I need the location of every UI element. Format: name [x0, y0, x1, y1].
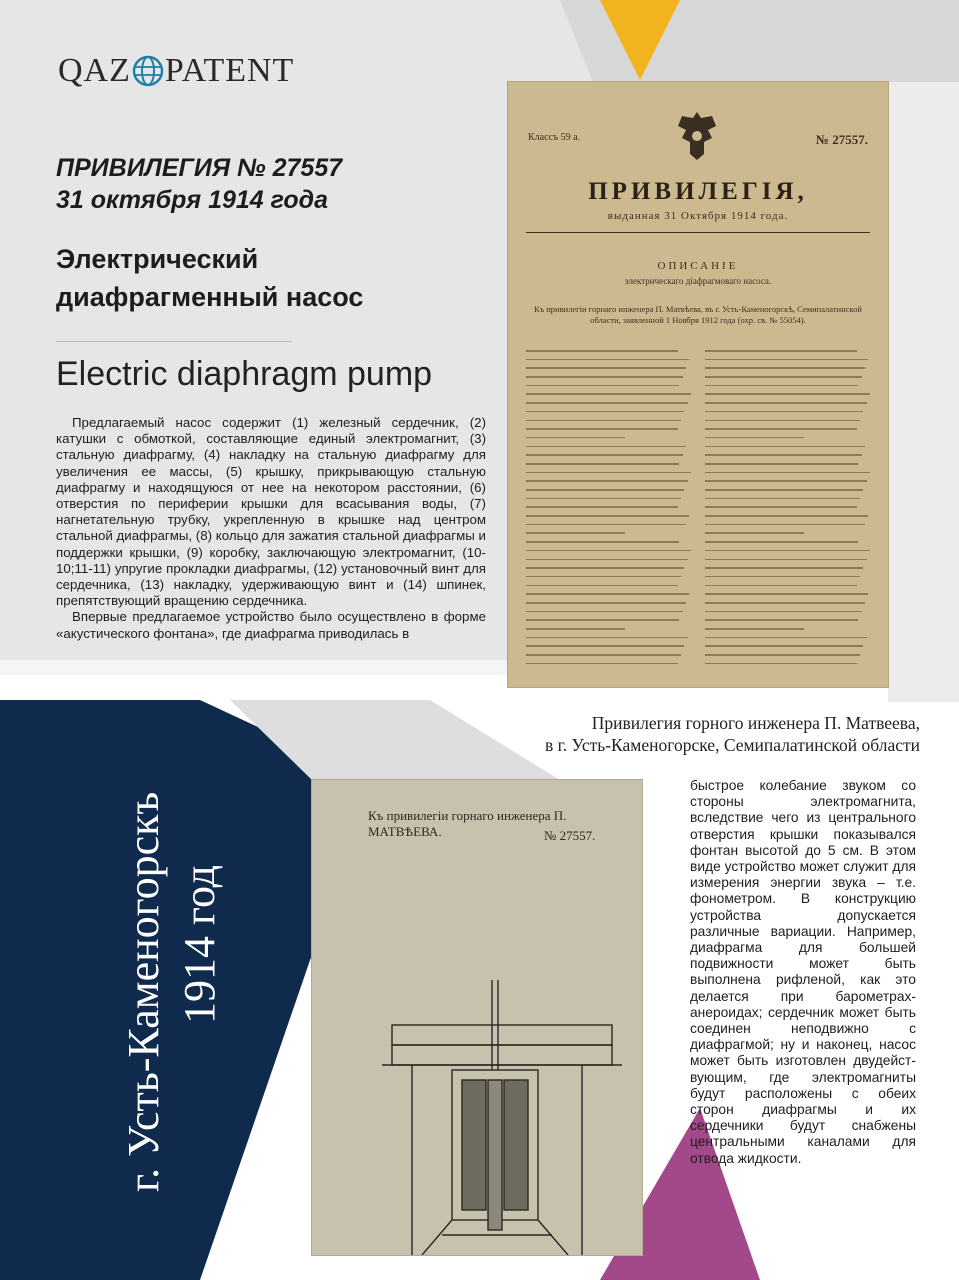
scan-class-label: Классъ 59 а. [528, 132, 581, 143]
scan-text-line [526, 385, 679, 387]
scan-text-line [526, 515, 689, 517]
logo-text-right: PATENT [164, 52, 295, 89]
privilege-scan-image [508, 82, 888, 687]
logo-text-left: QAZ [58, 52, 131, 89]
scan-text-line [705, 454, 862, 456]
scan-text-line [705, 645, 863, 647]
title-english: Electric diaphragm pump [56, 355, 433, 393]
drawing-title: Къ привилегіи горнаго инженера П. МАТВѢЕВА. [368, 808, 567, 839]
scan-text-line [705, 532, 804, 534]
scan-text-line [526, 550, 691, 552]
scan-text-line [526, 506, 678, 508]
scan-text-line [705, 550, 870, 552]
scan-number: № 27557. [815, 132, 868, 147]
globe-icon [132, 55, 164, 87]
scan-description-subtitle: электрическаго діафрагмоваго насоса. [624, 276, 772, 286]
title-divider [56, 341, 292, 342]
scan-text-line [526, 576, 681, 578]
vertical-line1: г. Усть-Каменогорскъ [119, 791, 168, 1192]
scan-text-line [705, 498, 860, 500]
scan-text-line [705, 489, 863, 491]
scan-text-line [705, 515, 868, 517]
drawing-number: № 27557. [544, 828, 596, 843]
scan-text-line [526, 367, 686, 369]
scan-text-line [526, 593, 689, 595]
scan-text-line [526, 489, 684, 491]
scan-text-line [526, 411, 684, 413]
scan-text-line [526, 376, 683, 378]
qazpatent-logo [58, 52, 294, 90]
scan-text-line [526, 402, 688, 404]
scan-text-line [705, 428, 857, 430]
scan-text-line [526, 663, 678, 665]
scan-text-line [526, 446, 686, 448]
scan-text-line [705, 663, 857, 665]
caption-line1: Привилегия горного инженера П. Матвеева, [591, 713, 920, 733]
scan-text-line [526, 541, 679, 543]
privilege-number: ПРИВИЛЕГИЯ № 27557 [56, 154, 343, 182]
vertical-location-label [116, 792, 228, 1192]
scan-text-line [526, 437, 625, 439]
scan-text-line [705, 472, 870, 474]
scan-text-line [526, 602, 686, 604]
scan-text-line [705, 385, 858, 387]
scan-text-line [705, 619, 858, 621]
scan-text-line [705, 611, 862, 613]
scan-description-title: ОПИСАНІЕ [657, 260, 739, 272]
scan-text-line [705, 376, 862, 378]
scan-text-line [705, 402, 867, 404]
scan-text-line [705, 654, 860, 656]
scan-text-line [705, 541, 858, 543]
scan-heading: ПРИВИЛЕГІЯ, [588, 178, 808, 205]
image-caption [450, 712, 920, 756]
scan-text-line [705, 559, 867, 561]
scan-text-line [705, 567, 863, 569]
drawing-scan-image [312, 780, 642, 1255]
caption-line2: в г. Усть-Каменогорске, Семипалатинской области [544, 735, 920, 755]
scan-text-line [526, 637, 688, 639]
scan-text-line [526, 480, 688, 482]
scan-text-line [526, 350, 678, 352]
scan-text-line [526, 567, 684, 569]
scan-text-line [705, 593, 868, 595]
scan-text-line [526, 524, 686, 526]
scan-text-line [526, 559, 688, 561]
scan-text-line [526, 619, 679, 621]
scan-text-line [526, 359, 689, 361]
scan-text-line [526, 585, 678, 587]
scan-text-line [705, 480, 867, 482]
scan-text-line [705, 463, 858, 465]
scan-issued: выданная 31 Октября 1914 года. [607, 210, 789, 222]
scan-text-line [705, 585, 857, 587]
double-headed-eagle-icon [674, 108, 720, 162]
scan-text-line [526, 454, 683, 456]
scan-text-line [705, 359, 868, 361]
scan-rule [526, 232, 870, 233]
scan-text-line [526, 498, 681, 500]
title-russian-line1: Электрический [56, 244, 259, 274]
title-russian-line2: диафрагменный насос [56, 282, 364, 312]
privilege-heading [56, 152, 342, 216]
scan-text-line [705, 393, 870, 395]
scan-text-line [705, 411, 863, 413]
scan-text-line [526, 393, 691, 395]
scan-text-column-right [705, 350, 870, 670]
scan-text-line [705, 628, 804, 630]
scan-text-line [526, 463, 679, 465]
body-text-right: быстрое колебание звуком со стороны электромагнита, вследствие чего из центрального отверстия крышки показывался фонтан высотой до 5 см. В этом виде устройство может служит для измерения энергии звука – т.е. фонометром. В конструкцию устройства допускается различные вариации. Например, диафрагма для большей подвижности может быть выполнена рифленой, как это делается при барометрах-анероидах; сердечник может быть соединен неподвижно с диафрагмой; ну и наконец, насос может быть изготовлен двудействующим, где электромагниты будут расположены с обеих сторон диафрагмы и их сердечники будут снабжены центральными каналами для отвода жидкости. [690, 778, 916, 1166]
vertical-line2: 1914 год [175, 864, 224, 1024]
scan-text-line [705, 437, 804, 439]
scan-text-line [705, 350, 857, 352]
body-paragraph-1: Предлагаемый насос содержит (1) железный сердечник, (2) катушки с обмоткой, составляющие единый электромагнит, (3) стальную диафрагму, (4) накладку на стальную диафрагму для увеличения ее массы, (5) крышку, прикрывающую стальную диафрагму и находящуюся от нее на некотором расстоянии, (6) отверстия по периферии крышки для всасывания воды, (7) нагнетательную трубку, укрепленную в крышке над центром стальной диафрагмы, (8) кольцо для зажатия стальной диафрагмы и поддержки крышки, (9) коробку, заключающую электромагнит, (10-10;11-11) упругие прокладки диафрагмы, (12) установочный винт для сердечника, (13) накладку, удерживающую винт и (14) шпинек, препятствующий вращению сердечника. [56, 415, 486, 609]
scan-text-line [526, 654, 681, 656]
scan-text-line [705, 367, 865, 369]
scan-text-line [526, 428, 678, 430]
scan-text-column-left [526, 350, 691, 670]
scan-text-line [705, 524, 865, 526]
scan-text-line [705, 420, 860, 422]
scan-text-line [526, 611, 683, 613]
scan-text-line [705, 576, 860, 578]
scan-text-line [705, 446, 865, 448]
scan-text-line [526, 472, 691, 474]
scan-text-line [705, 506, 857, 508]
pump-technical-drawing [312, 780, 642, 1255]
scan-reference: Къ привилегіи горнаго инженера П. Матвѣева, въ г. Усть-Каменогорскѣ, Семипалатинской области, заявленной 1 Ноября 1912 года (охр. св. № 55054). [534, 304, 862, 325]
scan-text-line [705, 602, 865, 604]
scan-text-line [526, 420, 681, 422]
scan-text-line [705, 637, 867, 639]
scan-text-line [526, 532, 625, 534]
scan-text-line [526, 628, 625, 630]
body-paragraph-2: Впервые предлагаемое устройство было осуществлено в форме «акустического фонтана», где диафрагма приводилась в [56, 609, 486, 641]
privilege-date: 31 октября 1914 года [56, 186, 328, 214]
scan-text-line [526, 645, 684, 647]
body-text-left [56, 415, 486, 642]
title-russian [56, 240, 363, 316]
